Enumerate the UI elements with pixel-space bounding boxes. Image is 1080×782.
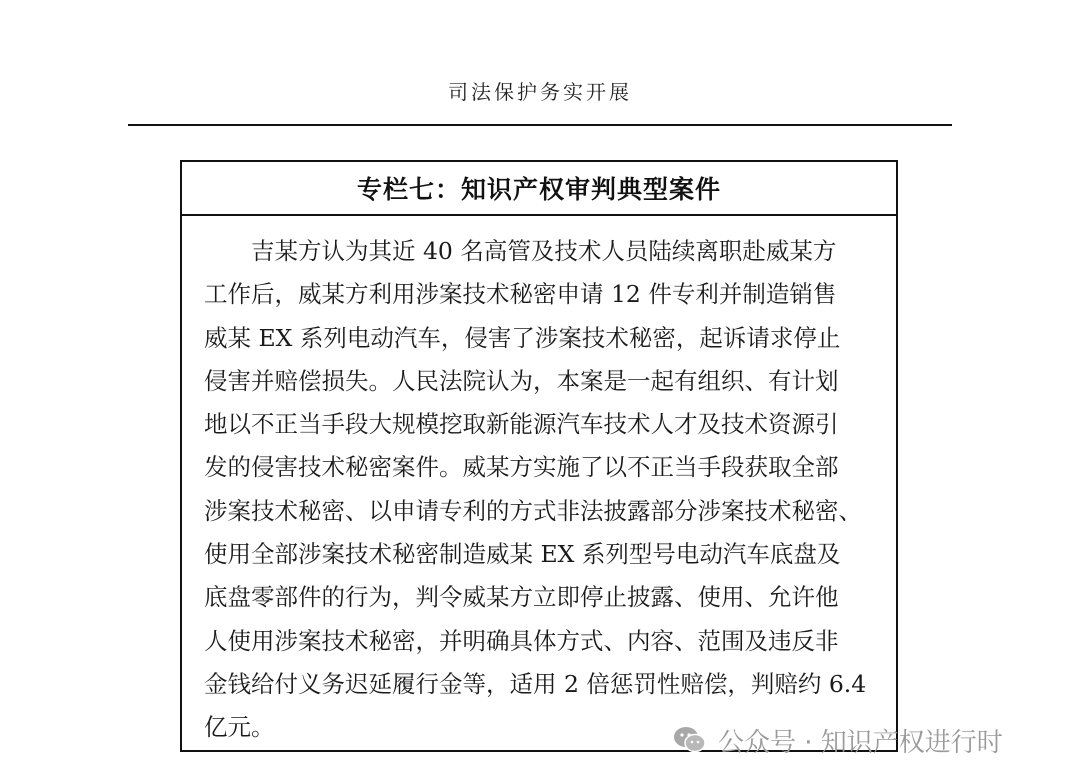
sidebar-box (180, 160, 898, 752)
body-line: 威某 EX 系列电动汽车，侵害了涉案技术秘密，起诉请求停止 (204, 323, 841, 352)
body-line: 工作后，威某方利用涉案技术秘密申请 12 件专利并制造销售 (204, 280, 837, 309)
wechat-icon (672, 725, 708, 755)
watermark-text: 公众号 · 知识产权进行时 (718, 727, 1003, 758)
body-line: 金钱给付义务迟延履行金等，适用 2 倍惩罚性赔偿，判赔约 6.4 (204, 669, 867, 698)
running-header: 司法保护务实开展 (448, 80, 632, 104)
box-title: 专栏七：知识产权审判典型案件 (182, 162, 896, 216)
body-line: 地以不正当手段大规模挖取新能源汽车技术人才及技术资源引 (204, 410, 839, 439)
watermark (672, 720, 1003, 760)
body-line: 侵害并赔偿损失。人民法院认为，本案是一起有组织、有计划 (204, 366, 839, 395)
body-line: 底盘零部件的行为，判令威某方立即停止披露、使用、允许他 (204, 583, 839, 612)
body-line: 吉某方认为其近 40 名高管及技术人员陆续离职赴威某方 (251, 237, 837, 265)
body-line: 人使用涉案技术秘密，并明确具体方式、内容、范围及违反非 (204, 626, 839, 655)
body-line: 涉案技术秘密、以申请专利的方式非法披露部分涉案技术秘密、 (204, 496, 862, 525)
box-body (182, 216, 896, 750)
header-rule (128, 124, 952, 126)
body-line: 使用全部涉案技术秘密制造威某 EX 系列型号电动汽车底盘及 (204, 540, 841, 569)
body-line: 亿元。 (204, 713, 275, 742)
body-line: 发的侵害技术秘密案件。威某方实施了以不正当手段获取全部 (204, 453, 839, 482)
